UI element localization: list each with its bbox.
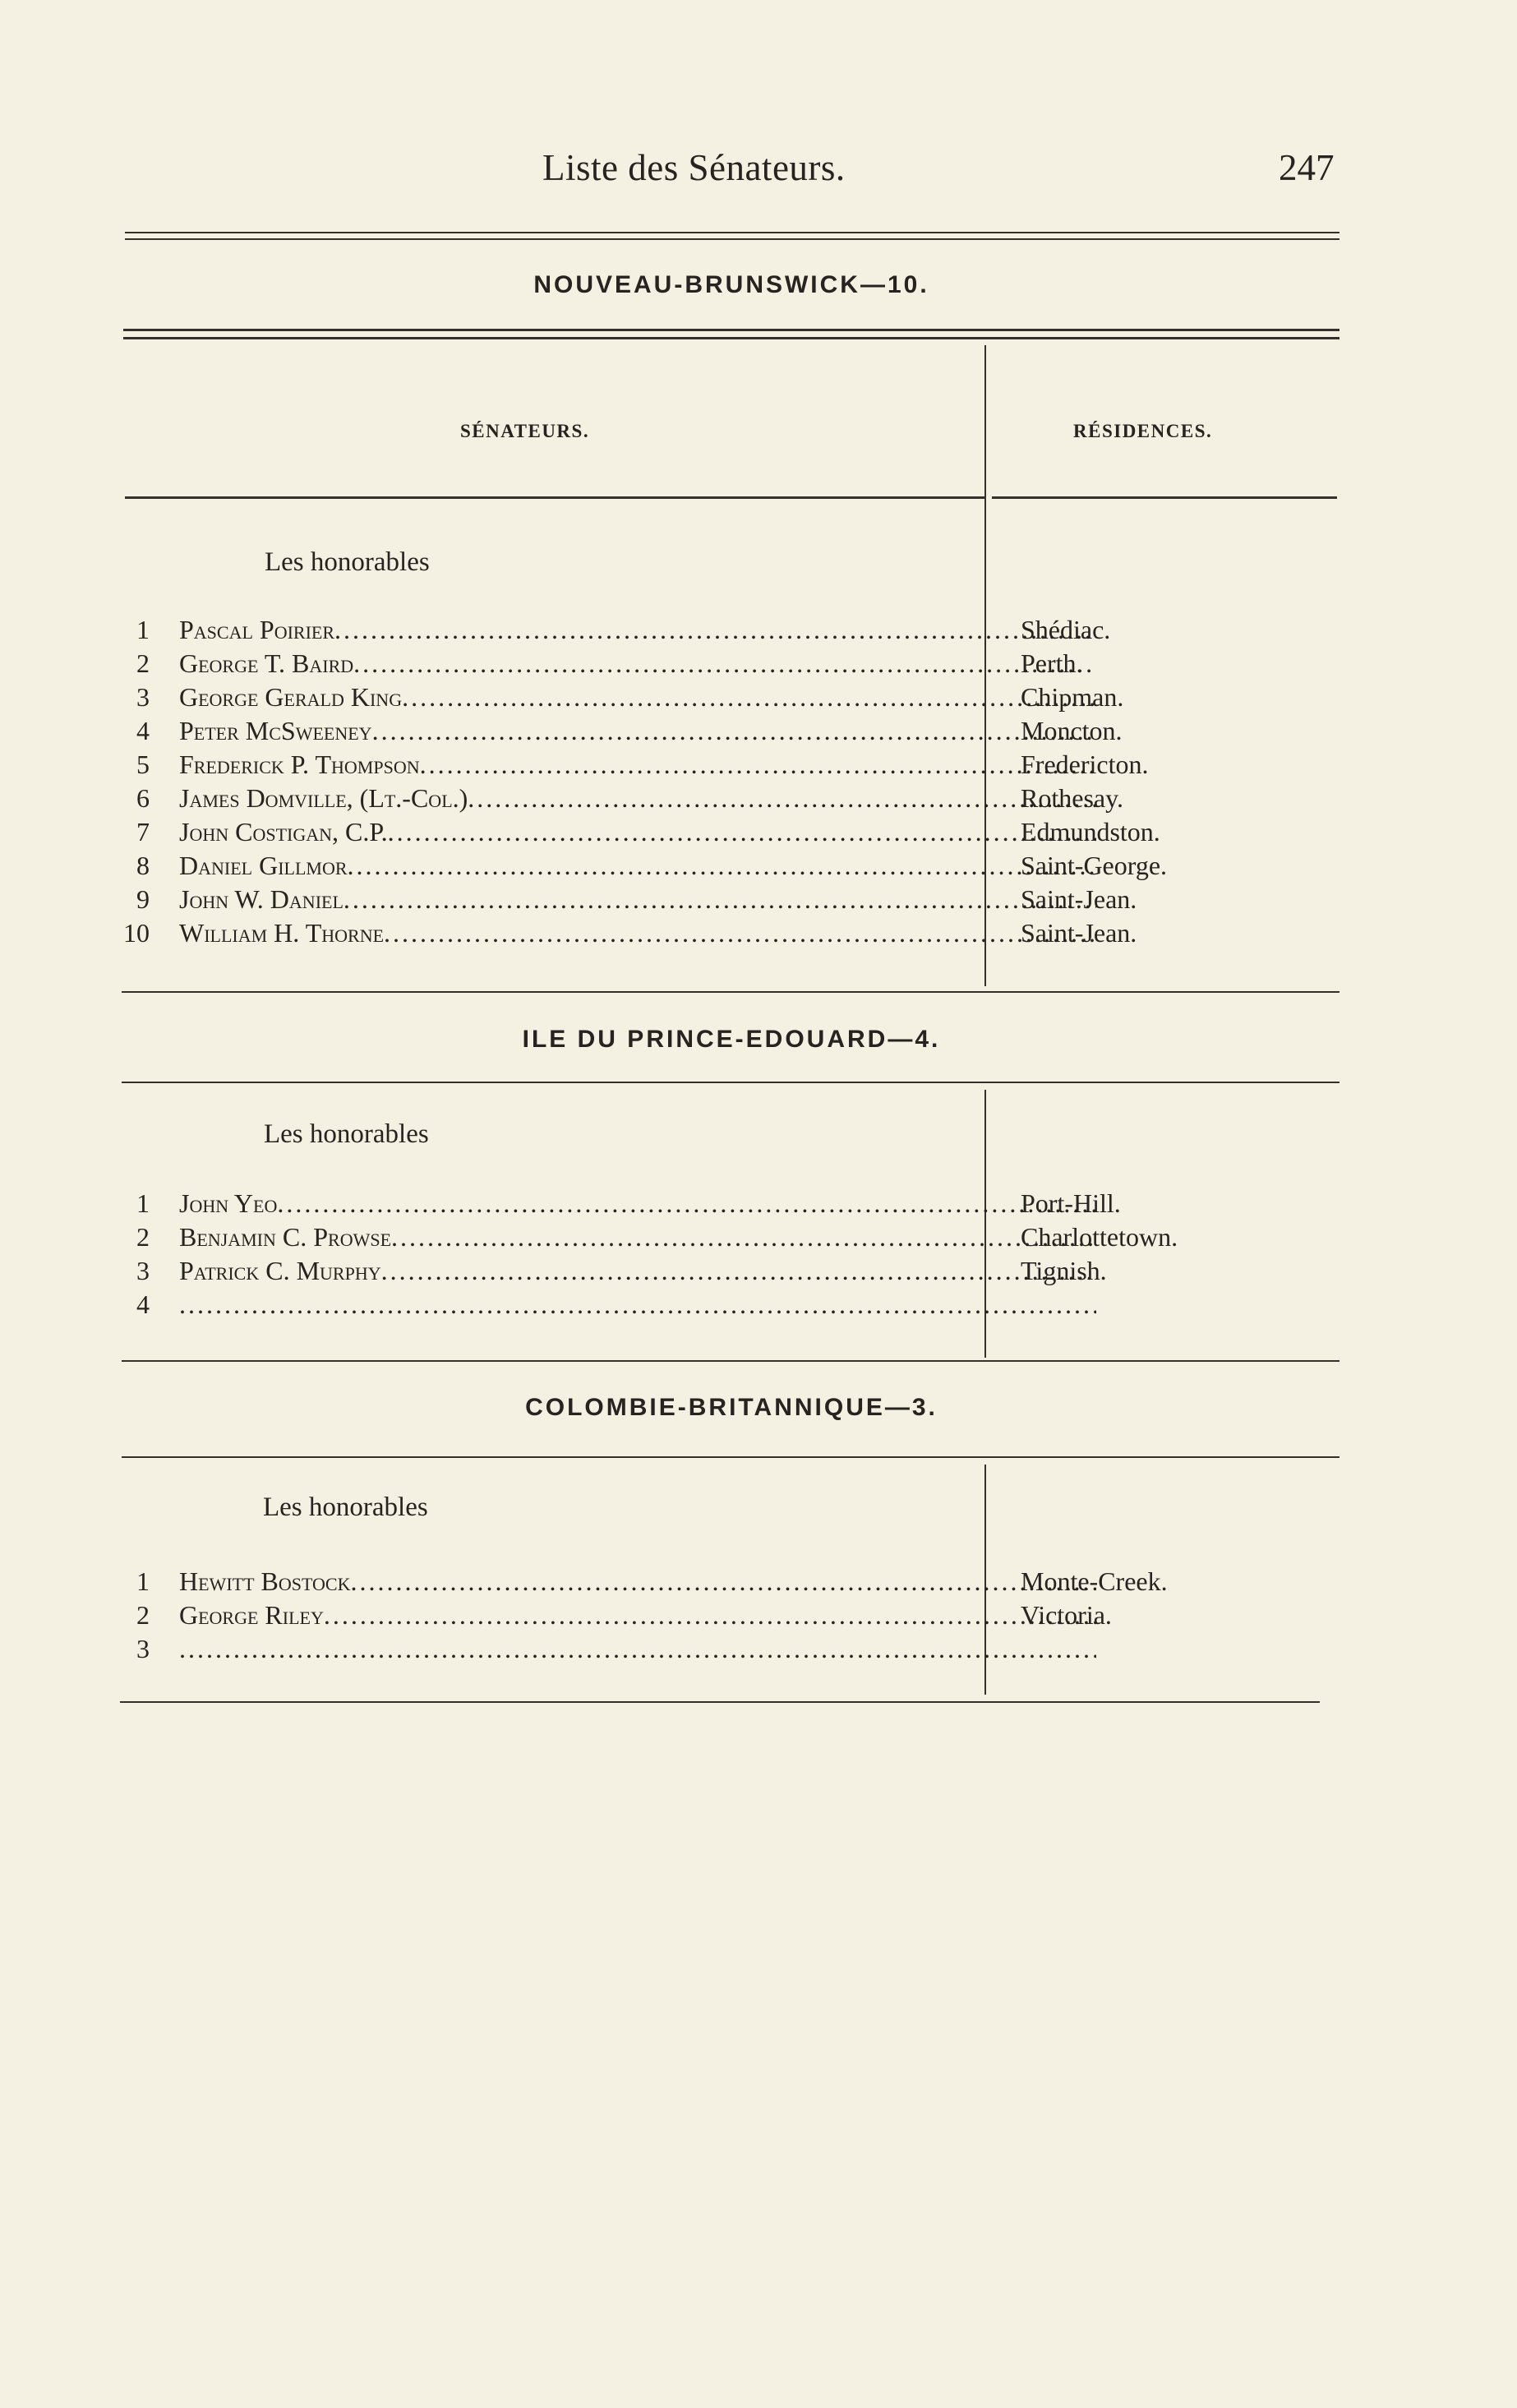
residence: Edmundston. xyxy=(1021,817,1160,846)
senator-name: John Costigan, C.P. xyxy=(179,817,388,846)
senator-name: Peter McSweeney xyxy=(179,716,372,745)
residence: Monte-Creek. xyxy=(1021,1566,1168,1596)
senator-row xyxy=(115,1187,1364,1220)
senator-row xyxy=(115,782,1364,815)
senator-row-vacant xyxy=(115,1632,1364,1666)
top-rule xyxy=(125,238,1339,240)
senator-name: John W. Daniel xyxy=(179,884,344,914)
row-number: 3 xyxy=(136,682,150,712)
senator-row xyxy=(115,613,1364,647)
residence: Moncton. xyxy=(1021,716,1123,745)
row-number: 10 xyxy=(123,918,150,948)
senator-row xyxy=(115,1598,1364,1632)
senator-row xyxy=(115,647,1364,680)
row-number: 3 xyxy=(136,1634,150,1663)
residence: Victoria. xyxy=(1021,1600,1112,1630)
senator-row xyxy=(115,883,1364,916)
section-title: NOUVEAU-BRUNSWICK—10. xyxy=(533,271,929,298)
running-title: Liste des Sénateurs. xyxy=(542,147,846,188)
senator-row xyxy=(115,1254,1364,1288)
leader-dots xyxy=(277,1187,1096,1220)
residence: Fredericton. xyxy=(1021,750,1149,779)
row-number: 4 xyxy=(136,716,150,745)
leader-dots xyxy=(391,1220,1096,1254)
row-number: 1 xyxy=(136,1566,150,1596)
senator-row xyxy=(115,849,1364,883)
residence: Tignish. xyxy=(1021,1256,1107,1285)
senator-row-vacant xyxy=(115,1288,1364,1322)
honorables-label: Les honorables xyxy=(265,547,430,577)
section-rule xyxy=(123,329,1339,331)
leader-dots xyxy=(344,883,1096,916)
row-number: 2 xyxy=(136,648,150,678)
residence: Charlottetown. xyxy=(1021,1222,1178,1252)
section-title: COLOMBIE-BRITANNIQUE—3. xyxy=(525,1394,938,1421)
leader-dots xyxy=(372,714,1096,748)
senator-row xyxy=(115,680,1364,714)
column-header-residences: RÉSIDENCES. xyxy=(1073,421,1213,441)
page-number: 247 xyxy=(1279,147,1335,188)
leader-dots xyxy=(402,680,1096,714)
header-rule xyxy=(992,496,1337,499)
section-rule xyxy=(122,1082,1339,1083)
residence: Chipman. xyxy=(1021,682,1124,712)
residence: Rothesay. xyxy=(1021,783,1124,813)
top-rule xyxy=(125,232,1339,233)
senator-name: James Domville, (Lt.-Col.) xyxy=(179,783,468,813)
residence: Shédiac. xyxy=(1021,615,1111,644)
senator-name: Benjamin C. Prowse xyxy=(179,1222,392,1252)
leader-dots xyxy=(179,1288,1096,1322)
senator-row xyxy=(115,916,1364,950)
row-number: 1 xyxy=(136,615,150,644)
senator-name: George T. Baird xyxy=(179,648,354,678)
leader-dots xyxy=(348,849,1096,883)
section-rule xyxy=(122,1360,1339,1362)
row-number: 5 xyxy=(136,750,150,779)
senator-name: Hewitt Bostock xyxy=(179,1566,351,1596)
leader-dots xyxy=(353,647,1096,680)
leader-dots xyxy=(350,1565,1096,1598)
residence: Perth. xyxy=(1021,648,1083,678)
leader-dots xyxy=(388,815,1096,849)
residence: Saint-Jean. xyxy=(1021,884,1137,914)
leader-dots xyxy=(334,613,1096,647)
leader-dots xyxy=(468,782,1096,815)
senator-row xyxy=(115,714,1364,748)
row-number: 1 xyxy=(136,1188,150,1218)
residence: Saint-Jean. xyxy=(1021,918,1137,948)
honorables-label: Les honorables xyxy=(264,1119,429,1149)
senator-row xyxy=(115,1220,1364,1254)
senator-name: George Riley xyxy=(179,1600,324,1630)
row-number: 8 xyxy=(136,851,150,880)
row-number: 2 xyxy=(136,1222,150,1252)
section-title: ILE DU PRINCE-EDOUARD—4. xyxy=(522,1026,941,1053)
header-rule xyxy=(125,496,984,499)
senator-name: Pascal Poirier xyxy=(179,615,335,644)
row-number: 9 xyxy=(136,884,150,914)
senator-name: George Gerald King xyxy=(179,682,403,712)
senator-row xyxy=(115,815,1364,849)
leader-dots xyxy=(384,916,1096,950)
section-rule xyxy=(122,1456,1339,1458)
leader-dots xyxy=(324,1598,1096,1632)
honorables-label: Les honorables xyxy=(263,1492,428,1522)
section-rule xyxy=(122,991,1339,993)
row-number: 6 xyxy=(136,783,150,813)
leader-dots xyxy=(179,1632,1096,1666)
section-rule xyxy=(123,337,1339,339)
senator-name: William H. Thorne xyxy=(179,918,385,948)
residence: Saint-George. xyxy=(1021,851,1168,880)
bottom-rule xyxy=(120,1701,1320,1703)
senator-name: John Yeo xyxy=(179,1188,278,1218)
senator-row xyxy=(115,1565,1364,1598)
row-number: 7 xyxy=(136,817,150,846)
leader-dots xyxy=(381,1254,1096,1288)
leader-dots xyxy=(420,748,1096,782)
senator-name: Patrick C. Murphy xyxy=(179,1256,381,1285)
senator-name: Frederick P. Thompson xyxy=(179,750,420,779)
column-header-senators: SÉNATEURS. xyxy=(460,421,590,441)
row-number: 3 xyxy=(136,1256,150,1285)
row-number: 2 xyxy=(136,1600,150,1630)
row-number: 4 xyxy=(136,1289,150,1319)
residence: Port-Hill. xyxy=(1021,1188,1121,1218)
senator-name: Daniel Gillmor xyxy=(179,851,348,880)
senator-row xyxy=(115,748,1364,782)
